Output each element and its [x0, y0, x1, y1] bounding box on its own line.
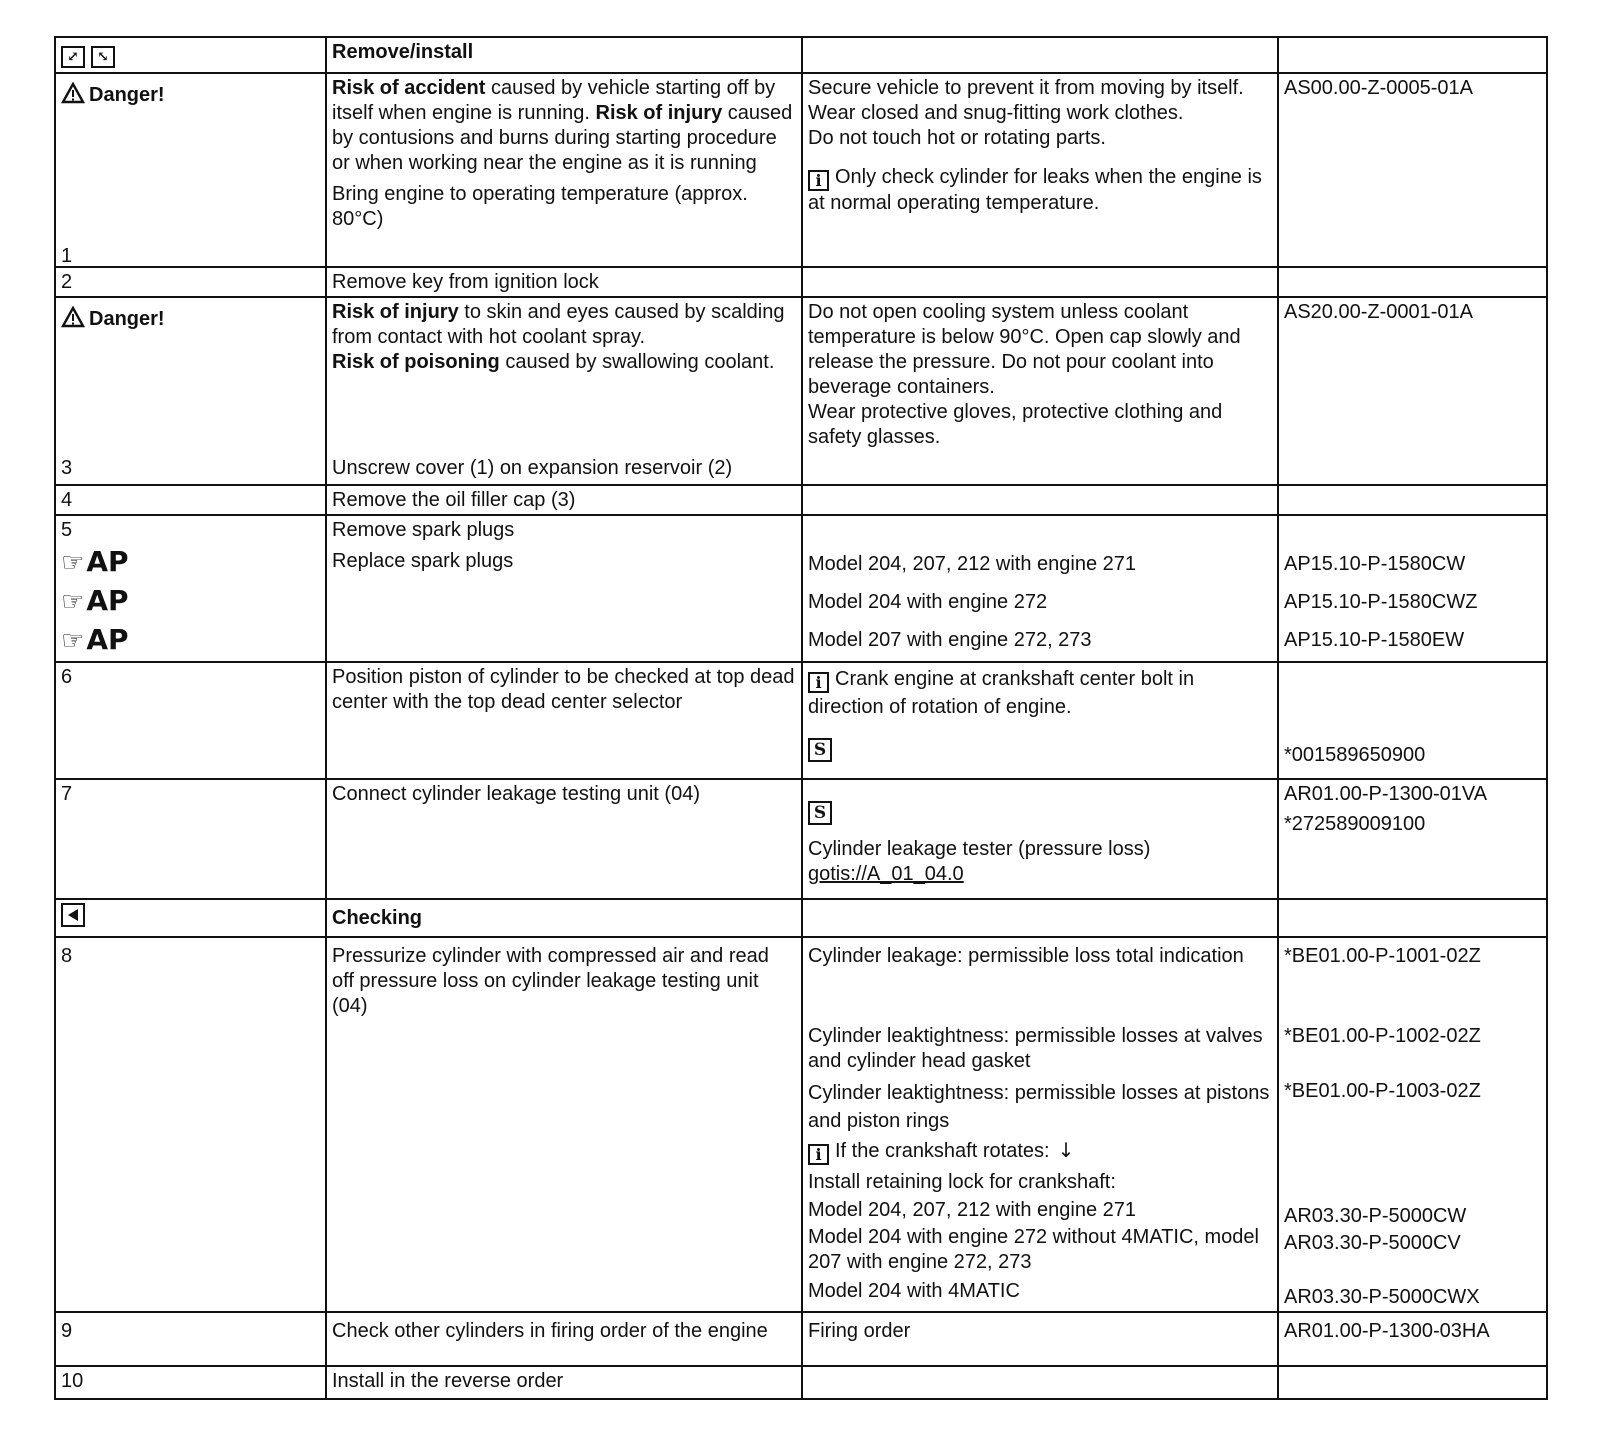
table-row: [55, 1366, 1547, 1399]
reference-link[interactable]: *BE01.00-P-1001-02Z: [1284, 945, 1481, 967]
info-icon: i: [808, 672, 829, 693]
table-row: [55, 267, 1547, 297]
table-row: [55, 1312, 1547, 1366]
step-number: 2: [55, 267, 326, 297]
step-number: 3: [61, 457, 73, 479]
tool-name: Cylinder leakage tester (pressure loss): [808, 838, 1151, 860]
collapse-icon: ⤡: [91, 46, 115, 68]
checking-icon: [61, 903, 85, 927]
pointing-hand-icon: ☞: [61, 548, 85, 578]
model-text: Model 204 with 4MATIC: [808, 1280, 1020, 1302]
spec-text: Cylinder leakage: permissible loss total indication: [808, 945, 1244, 967]
spec-text: Cylinder leaktightness: permissible losses at pistons and piston rings: [808, 1082, 1270, 1132]
measure-text: Do not open cooling system unless coolant temperature is below 90°C. Open cap slowly and release the pressure. Do not pour coolant into beverage containers.: [808, 301, 1241, 398]
info-icon: i: [808, 170, 829, 191]
table-row: [55, 662, 1547, 779]
reference-link[interactable]: AR03.30-P-5000CW: [1284, 1205, 1467, 1227]
reference-link[interactable]: AR01.00-P-1300-03HA: [1278, 1312, 1547, 1366]
warning-icon: [61, 82, 85, 104]
section-title: Remove/install: [326, 37, 802, 73]
reference-link[interactable]: AR03.30-P-5000CV: [1284, 1232, 1461, 1254]
step-number: 6: [55, 662, 326, 779]
info-text: Firing order: [802, 1312, 1278, 1366]
ap-marker: ☞AP: [61, 623, 129, 656]
reference-link[interactable]: AS00.00-Z-0005-01A: [1278, 73, 1547, 267]
step-text: Connect cylinder leakage testing unit (04): [326, 779, 802, 899]
reference-link[interactable]: AR01.00-P-1300-01VA: [1284, 783, 1488, 805]
lock-text: Install retaining lock for crankshaft:: [808, 1171, 1116, 1193]
ap-marker: ☞AP: [61, 545, 129, 578]
step-text: Install in the reverse order: [326, 1366, 802, 1399]
model-text: Model 204 with engine 272 without 4MATIC, model 207 with engine 272, 273: [808, 1226, 1259, 1273]
reference-link[interactable]: AP15.10-P-1580CW: [1284, 553, 1466, 575]
step-text: Position piston of cylinder to be checked at top dead center with the top dead center selector: [326, 662, 802, 779]
expand-icon: ⤢: [61, 46, 85, 68]
step-subtext: Replace spark plugs: [332, 550, 514, 572]
reference-link[interactable]: *BE01.00-P-1002-02Z: [1284, 1025, 1481, 1047]
model-text: Model 204, 207, 212 with engine 271: [808, 553, 1137, 575]
table-row: Danger! 3 Risk of injury to skin and eyes caused by scalding from contact with hot coolant spray. Risk of poisoning caused by swallowing coolant. Unscrew cover (1) on expansion reservoir (2) Do not open cooling system unless coolant temperature is below 90°C. Open cap slowly and release the pressure. Do not pour coolant into beverage containers. Wear protective gloves, protective clothing and safety glasses. AS20.00-Z-0001-01A: [55, 297, 1547, 485]
step-number: 5: [61, 519, 73, 541]
info-note: Only check cylinder for leaks when the engine is at normal operating temperature.: [808, 166, 1262, 214]
header-row: [55, 37, 1547, 73]
gotis-link[interactable]: gotis://A_01_04.0: [808, 863, 964, 885]
step-text: Remove the oil filler cap (3): [326, 485, 802, 515]
spec-text: Cylinder leaktightness: permissible losses at valves and cylinder head gasket: [808, 1025, 1263, 1072]
step-text: Remove key from ignition lock: [326, 267, 802, 297]
checking-row: [55, 899, 1547, 937]
tool-number[interactable]: *001589650900: [1284, 744, 1426, 766]
danger-label: Danger!: [89, 308, 165, 330]
step-text: Bring engine to operating temperature (approx. 80°C): [332, 183, 748, 230]
reference-link[interactable]: AP15.10-P-1580CWZ: [1284, 591, 1478, 613]
danger-text: Risk of accident caused by vehicle starting off by itself when engine is running. Risk of injury caused by contusions and burns during starting procedure or when working near the engine as it is running: [332, 77, 793, 174]
info-note: Crank engine at crankshaft center bolt in direction of rotation of engine.: [808, 668, 1195, 718]
warning-icon: [61, 306, 85, 328]
model-text: Model 207 with engine 272, 273: [808, 629, 1092, 651]
step-text: Check other cylinders in firing order of the engine: [326, 1312, 802, 1366]
tool-icon[interactable]: S: [808, 801, 832, 825]
step-text: Remove spark plugs: [332, 519, 515, 541]
procedure-table: [54, 36, 1548, 1400]
info-icon: i: [808, 1144, 829, 1165]
table-row: [55, 73, 1547, 267]
pointing-hand-icon: ☞: [61, 626, 85, 656]
table-row: [55, 779, 1547, 899]
reference-link[interactable]: AP15.10-P-1580EW: [1284, 629, 1465, 651]
measure-text: Wear closed and snug-fitting work clothes.: [808, 102, 1184, 124]
step-number: 4: [55, 485, 326, 515]
reference-link[interactable]: *BE01.00-P-1003-02Z: [1284, 1080, 1481, 1102]
danger-label: Danger!: [89, 84, 165, 106]
step-number: 7: [55, 779, 326, 899]
section-title: Checking: [326, 899, 802, 937]
info-note: If the crankshaft rotates:: [835, 1140, 1050, 1162]
pointing-hand-icon: ☞: [61, 587, 85, 617]
table-row: [55, 485, 1547, 515]
step-number: 10: [55, 1366, 326, 1399]
measure-text: Secure vehicle to prevent it from moving by itself.: [808, 77, 1244, 99]
tool-icon[interactable]: S: [808, 738, 832, 762]
model-text: Model 204 with engine 272: [808, 591, 1048, 613]
table-row: [55, 937, 1547, 1312]
measure-text: Do not touch hot or rotating parts.: [808, 127, 1106, 149]
step-number: 8: [55, 937, 326, 1312]
ap-marker: ☞AP: [61, 584, 129, 617]
step-number: 1: [61, 245, 73, 267]
step-text: Pressurize cylinder with compressed air and read off pressure loss on cylinder leakage testing unit (04): [326, 937, 802, 1312]
step-text: Unscrew cover (1) on expansion reservoir (2): [332, 457, 733, 479]
step-number: 9: [55, 1312, 326, 1366]
model-text: Model 204, 207, 212 with engine 271: [808, 1199, 1137, 1221]
measure-text: Wear protective gloves, protective clothing and safety glasses.: [808, 401, 1223, 448]
tool-number[interactable]: *272589009100: [1284, 813, 1426, 835]
reference-link[interactable]: AR03.30-P-5000CWX: [1284, 1286, 1480, 1308]
reference-link[interactable]: AS20.00-Z-0001-01A: [1278, 297, 1547, 485]
table-row: [55, 515, 1547, 662]
arrow-down-icon: ↓: [1057, 1138, 1075, 1162]
